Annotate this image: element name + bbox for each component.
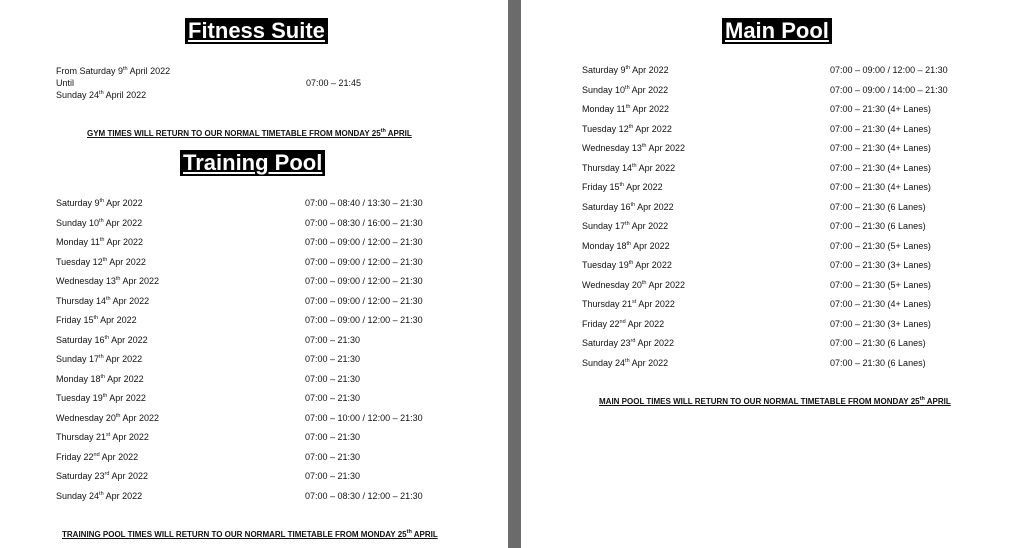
timetable-row-times: 07:00 – 21:30 (4+ Lanes): [830, 299, 931, 309]
timetable-row-day: Saturday 16th Apr 2022: [56, 334, 148, 345]
timetable-row-times: 07:00 – 21:30 (4+ Lanes): [830, 143, 931, 153]
timetable-row-day: Monday 11th Apr 2022: [582, 104, 669, 114]
timetable-row-times: 07:00 – 21:30 (3+ Lanes): [830, 318, 931, 329]
timetable-row-day: Sunday 10th Apr 2022: [582, 84, 669, 95]
timetable-row-times: 07:00 – 21:30 (6 Lanes): [830, 221, 926, 231]
timetable-row-day: Saturday 23rd Apr 2022: [582, 338, 674, 348]
timetable-row-day: Thursday 21st Apr 2022: [56, 432, 149, 442]
timetable-row-times: 07:00 – 09:00 / 12:00 – 21:30: [305, 256, 423, 267]
timetable-row-day: Friday 22nd Apr 2022: [582, 318, 665, 329]
timetable-row-day: Monday 18th Apr 2022: [582, 240, 670, 251]
timetable-row-day: Monday 11th Apr 2022: [56, 237, 143, 247]
timetable-row-day: Friday 22nd Apr 2022: [56, 451, 139, 462]
training-pool-title: Training Pool: [180, 150, 325, 176]
timetable-row-times: 07:00 – 09:00 / 14:00 – 21:30: [830, 84, 948, 95]
fitness-period-from: From Saturday 9th April 2022: [56, 66, 171, 76]
timetable-row-times: 07:00 – 21:30: [305, 471, 361, 481]
fitness-hours: 07:00 – 21:45: [306, 78, 362, 88]
timetable-row-times: 07:00 – 10:00 / 12:00 – 21:30: [305, 412, 423, 423]
timetable-row-day: Sunday 17th Apr 2022: [582, 221, 669, 231]
timetable-row-day: Friday 15th Apr 2022: [582, 182, 663, 192]
timetable-row-times: 07:00 – 09:00 / 12:00 – 21:30: [305, 237, 423, 247]
timetable-row-day: Tuesday 19th Apr 2022: [582, 260, 672, 270]
timetable-row-times: 07:00 – 08:30 / 12:00 – 21:30: [305, 490, 423, 501]
timetable-row-times: 07:00 – 21:30 (6 Lanes): [830, 357, 926, 368]
timetable-row-times: 07:00 – 09:00 / 12:00 – 21:30: [830, 65, 948, 75]
timetable-row-times: 07:00 – 09:00 / 12:00 – 21:30: [305, 315, 423, 325]
timetable-row-times: 07:00 – 21:30: [305, 451, 361, 462]
training-pool-notice: TRAINING POOL TIMES WILL RETURN TO OUR NORMARL TIMETABLE FROM MONDAY 25th APRIL: [62, 529, 438, 539]
main-pool-notice: MAIN POOL TIMES WILL RETURN TO OUR NORMAL TIMETABLE FROM MONDAY 25th APRIL: [599, 396, 951, 406]
gym-times-notice: GYM TIMES WILL RETURN TO OUR NORMAL TIMETABLE FROM MONDAY 25th APRIL: [87, 128, 412, 138]
fitness-period-to: Sunday 24th April 2022: [56, 90, 147, 100]
timetable-row-day: Tuesday 12th Apr 2022: [582, 123, 672, 134]
timetable-row-day: Sunday 24th Apr 2022: [56, 490, 143, 501]
timetable-row-day: Saturday 9th Apr 2022: [582, 65, 669, 75]
timetable-row-day: Thursday 21st Apr 2022: [582, 299, 675, 309]
timetable-row-day: Saturday 9th Apr 2022: [56, 198, 143, 208]
timetable-row-times: 07:00 – 09:00 / 12:00 – 21:30: [305, 295, 423, 306]
fitness-period-until: Until: [56, 78, 75, 88]
timetable-row-times: 07:00 – 21:30 (4+ Lanes): [830, 104, 931, 114]
timetable-row-day: Tuesday 12th Apr 2022: [56, 256, 146, 267]
fitness-suite-title: Fitness Suite: [185, 18, 328, 44]
timetable-row-times: 07:00 – 21:30 (6 Lanes): [830, 201, 926, 212]
timetable-row-day: Monday 18th Apr 2022: [56, 373, 144, 384]
timetable-row-day: Wednesday 13th Apr 2022: [56, 276, 160, 286]
page-gutter: [508, 0, 521, 548]
timetable-row-times: 07:00 – 21:30 (6 Lanes): [830, 338, 926, 348]
timetable-row-times: 07:00 – 21:30 (5+ Lanes): [830, 240, 931, 251]
timetable-row-day: Tuesday 19th Apr 2022: [56, 393, 146, 403]
timetable-row-times: 07:00 – 08:30 / 16:00 – 21:30: [305, 217, 423, 228]
timetable-row-times: 07:00 – 21:30 (5+ Lanes): [830, 279, 931, 290]
timetable-row-times: 07:00 – 21:30: [305, 334, 361, 345]
timetable-row-day: Sunday 17th Apr 2022: [56, 354, 143, 364]
left-document-page: [0, 0, 508, 548]
main-pool-title: Main Pool: [722, 18, 832, 44]
timetable-row-times: 07:00 – 21:30: [305, 354, 361, 364]
timetable-row-times: 07:00 – 09:00 / 12:00 – 21:30: [305, 276, 423, 286]
timetable-row-times: 07:00 – 21:30: [305, 393, 361, 403]
timetable-row-times: 07:00 – 21:30: [305, 373, 361, 384]
timetable-row-day: Wednesday 20th Apr 2022: [56, 412, 160, 423]
timetable-row-times: 07:00 – 21:30 (4+ Lanes): [830, 162, 931, 173]
timetable-row-day: Wednesday 13th Apr 2022: [582, 143, 686, 153]
timetable-row-day: Friday 15th Apr 2022: [56, 315, 137, 325]
timetable-row-times: 07:00 – 21:30 (4+ Lanes): [830, 182, 931, 192]
timetable-row-day: Thursday 14th Apr 2022: [582, 162, 676, 173]
timetable-row-day: Sunday 24th Apr 2022: [582, 357, 669, 368]
timetable-row-day: Sunday 10th Apr 2022: [56, 217, 143, 228]
timetable-row-day: Saturday 16th Apr 2022: [582, 201, 674, 212]
timetable-row-times: 07:00 – 21:30 (4+ Lanes): [830, 123, 931, 134]
timetable-row-times: 07:00 – 08:40 / 13:30 – 21:30: [305, 198, 423, 208]
timetable-row-day: Wednesday 20th Apr 2022: [582, 279, 686, 290]
right-document-page: [521, 0, 1023, 548]
timetable-row-times: 07:00 – 21:30: [305, 432, 361, 442]
timetable-row-times: 07:00 – 21:30 (3+ Lanes): [830, 260, 931, 270]
timetable-row-day: Thursday 14th Apr 2022: [56, 295, 150, 306]
timetable-row-day: Saturday 23rd Apr 2022: [56, 471, 148, 481]
